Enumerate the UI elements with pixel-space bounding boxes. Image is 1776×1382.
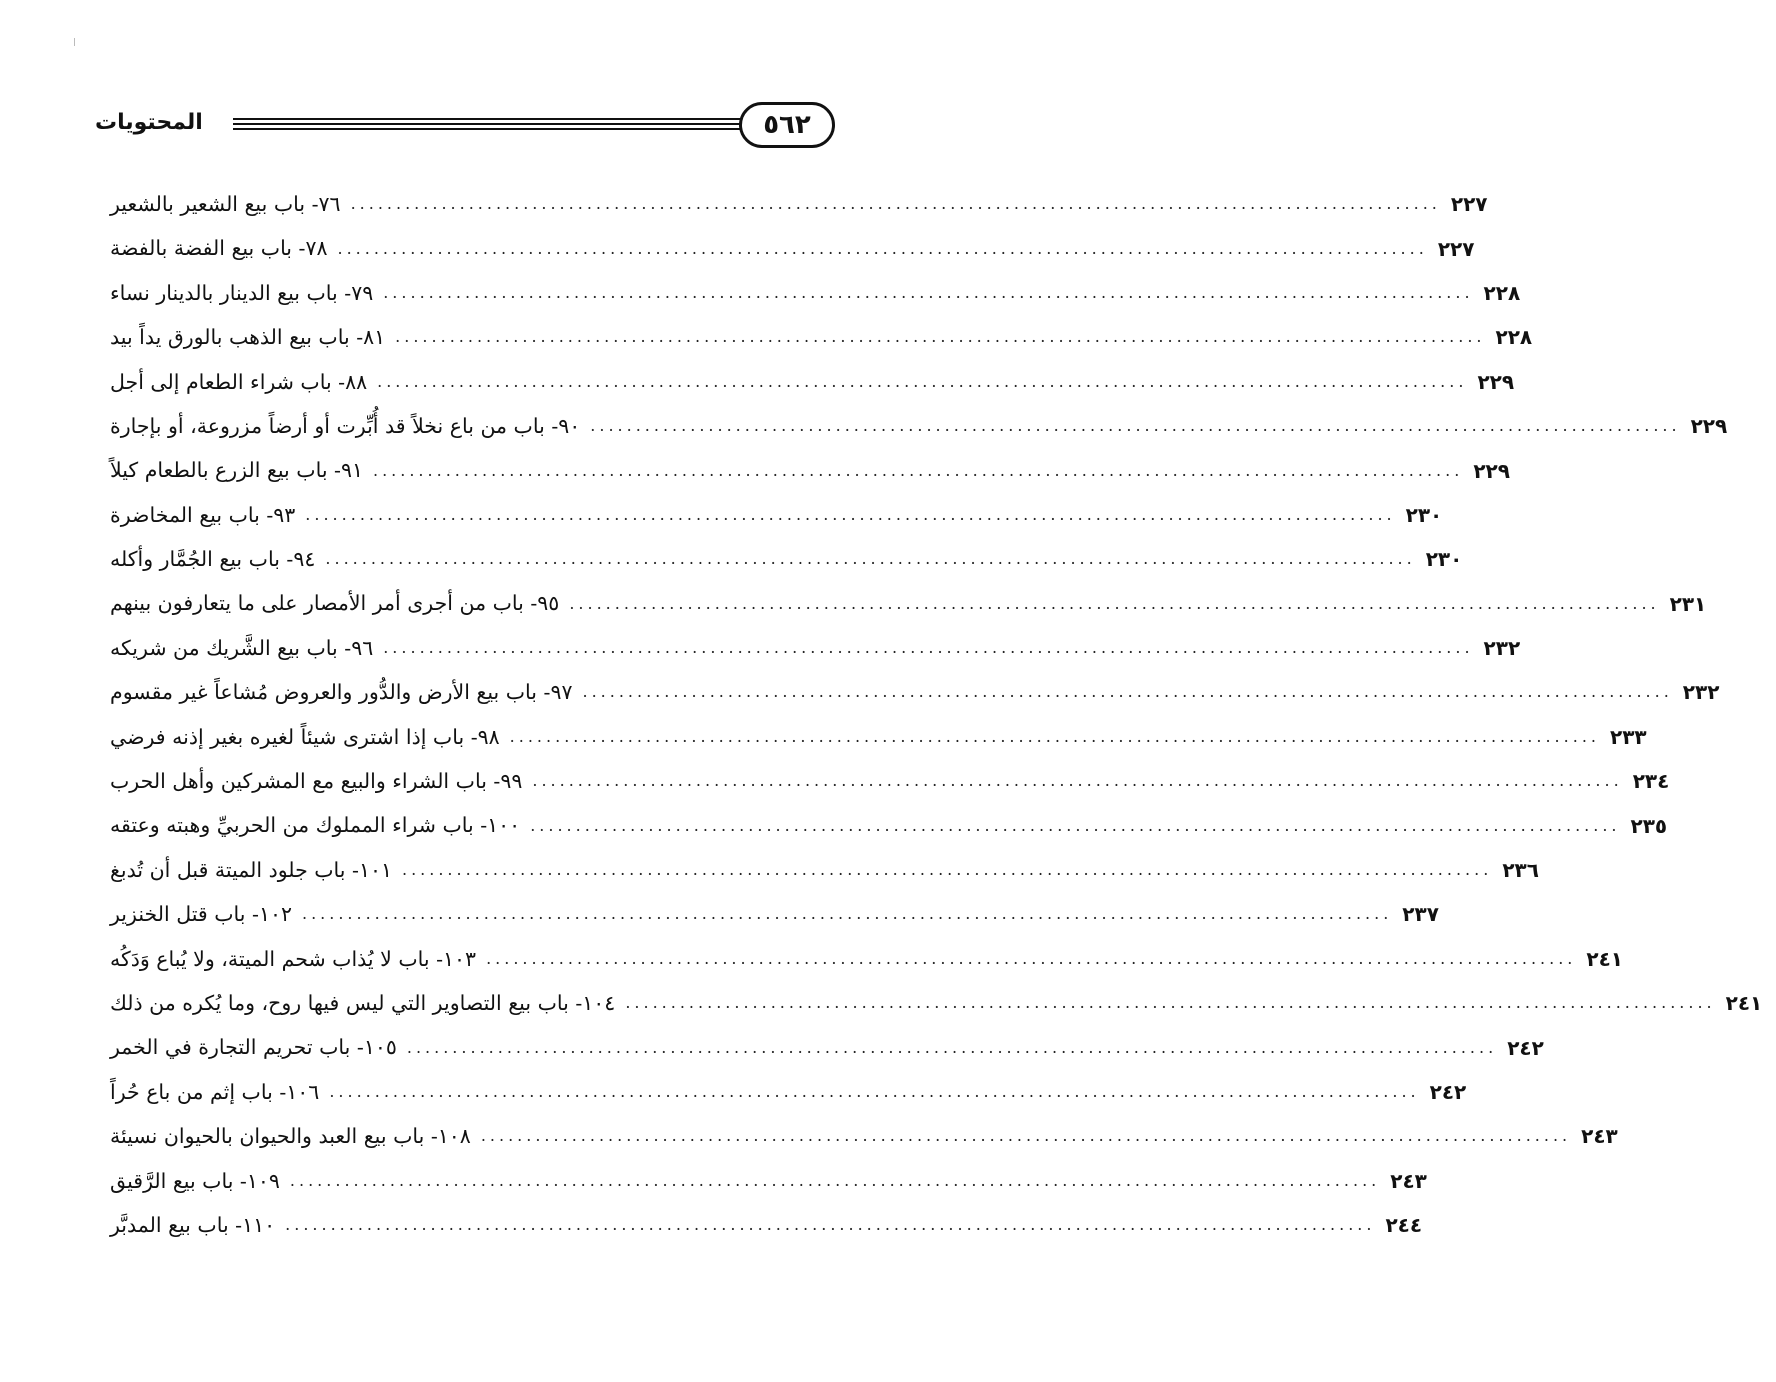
- toc-entry-page: ٢٣٧: [1402, 902, 1439, 927]
- dot-leader: ........................................................................................................................: [530, 815, 1621, 835]
- toc-entry-title: ٩٧- باب بيع الأرض والدُّور والعروض مُشاعاً غير مقسوم: [110, 680, 573, 705]
- toc-entry-title: ٩٦- باب بيع الشَّريك من شريكه: [110, 635, 374, 660]
- toc-entry-title: ٩٤- باب بيع الجُمَّار وأكله: [110, 547, 316, 572]
- toc-entry: [110, 1025, 1544, 1069]
- toc-entry: [110, 1203, 1423, 1247]
- toc-entry: [110, 715, 1647, 759]
- dot-leader: ........................................................................................................................: [532, 771, 1623, 791]
- toc-entry-title: ٧٦- باب بيع الشعير بالشعير: [110, 191, 341, 216]
- dot-leader: ........................................................................................................................: [329, 1082, 1420, 1101]
- toc-entry-page: ٢٢٩: [1473, 458, 1510, 483]
- toc-entry-page: ٢٣١: [1669, 591, 1707, 616]
- toc-entry: [110, 182, 1488, 226]
- dot-leader: ........................................................................................................................: [625, 993, 1716, 1013]
- toc-entry-page: ٢٢٧: [1450, 192, 1488, 217]
- toc-entry-page: ٢٣٢: [1682, 680, 1720, 705]
- toc-entry-page: ٢٤٣: [1390, 1168, 1427, 1193]
- toc-entry: [110, 626, 1521, 670]
- dot-leader: ........................................................................................................................: [509, 726, 1600, 746]
- toc-entry-title: ٩٩- باب الشراء والبيع مع المشركين وأهل الحرب: [110, 769, 523, 794]
- toc-entry-title: ١٠٨- باب بيع العبد والحيوان بالحيوان نسيئة: [110, 1124, 471, 1149]
- toc-entry-title: ٩٨- باب إذا اشترى شيئاً لغيره بغير إذنه فرضي: [110, 724, 500, 749]
- toc-entry: [110, 759, 1670, 803]
- dot-leader: ........................................................................................................................: [395, 327, 1486, 347]
- toc-entry-title: ٨٨- باب شراء الطعام إلى أجل: [110, 369, 368, 394]
- toc-entry-title: ١٠٥- باب تحريم التجارة في الخمر: [110, 1035, 397, 1060]
- toc-entry-title: ٧٨- باب بيع الفضة بالفضة: [110, 236, 328, 261]
- toc-entry: [110, 448, 1510, 492]
- header-rule: [233, 118, 741, 130]
- dot-leader: ........................................................................................................................: [289, 1170, 1381, 1190]
- running-title: المحتويات: [95, 110, 203, 135]
- dot-leader: ........................................................................................................................: [569, 593, 1660, 613]
- page-number: ٥٦٢: [739, 102, 835, 148]
- toc-entry: [110, 803, 1668, 847]
- dot-leader: ........................................................................................................................: [480, 1126, 1572, 1146]
- dot-leader: ........................................................................................................................: [325, 549, 1416, 569]
- toc-entry-page: ٢٣٦: [1502, 858, 1539, 883]
- toc-entry-page: ٢٤٤: [1385, 1213, 1423, 1238]
- toc-entry: [110, 1159, 1427, 1203]
- dot-leader: ........................................................................................................................: [301, 904, 1393, 924]
- toc-entry: [110, 582, 1707, 626]
- scan-mark: [74, 38, 75, 46]
- dot-leader: ........................................................................................................................: [285, 1215, 1376, 1235]
- dot-leader: ........................................................................................................................: [377, 371, 1468, 391]
- dot-leader: ........................................................................................................................: [383, 638, 1474, 658]
- toc-entry: [110, 1114, 1618, 1158]
- toc-entry-page: ٢٤٢: [1507, 1035, 1544, 1060]
- dot-leader: ........................................................................................................................: [373, 460, 1464, 480]
- toc-entry-page: ٢٣٤: [1632, 769, 1670, 794]
- toc-entry-title: ١١٠- باب بيع المدبَّر: [110, 1212, 276, 1237]
- dot-leader: ........................................................................................................................: [350, 194, 1441, 214]
- toc-entry-page: ٢٢٩: [1690, 414, 1728, 439]
- page-header: [95, 98, 835, 154]
- toc-entry-title: ١٠٠- باب شراء المملوك من الحربيِّ وهبته وعتقه: [110, 813, 521, 838]
- toc-entry-page: ٢٣٠: [1425, 547, 1463, 572]
- toc-entry-title: ٩٣- باب بيع المخاضرة: [110, 502, 296, 527]
- dot-leader: ........................................................................................................................: [406, 1037, 1498, 1057]
- toc-entry-title: ٧٩- باب بيع الدينار بالدينار نساء: [110, 280, 374, 305]
- toc-entry: [110, 315, 1533, 359]
- toc-entry-title: ١٠٣- باب لا يُذاب شحم الميتة، ولا يُباع وَدَكُه: [110, 946, 477, 971]
- toc-entry: [110, 271, 1521, 315]
- toc-entry-title: ١٠٩- باب بيع الرَّقيق: [110, 1168, 280, 1193]
- toc-entry-page: ٢٣٣: [1609, 724, 1647, 749]
- dot-leader: ........................................................................................................................: [582, 682, 1673, 702]
- toc-entry-page: ٢٤١: [1725, 991, 1763, 1016]
- toc-entry: [110, 226, 1475, 270]
- toc-entry: [110, 1070, 1467, 1114]
- toc-entry-page: ٢٤٣: [1581, 1124, 1618, 1149]
- dot-leader: ........................................................................................................................: [337, 238, 1428, 258]
- toc-entry: [110, 981, 1763, 1025]
- toc-entry-page: ٢٣٢: [1483, 636, 1521, 661]
- toc-entry-page: ٢٢٩: [1477, 369, 1515, 394]
- toc-entry: [110, 404, 1728, 448]
- toc-entry: [110, 360, 1515, 404]
- toc-entry-title: ١٠٢- باب قتل الخنزير: [110, 902, 292, 927]
- dot-leader: ........................................................................................................................: [402, 860, 1493, 880]
- toc-entry: [110, 937, 1624, 981]
- toc-entry-title: ٩٠- باب من باع نخلاً قد أُبِّرت أو أرضاً مزروعة، أو بإجارة: [110, 413, 581, 438]
- toc-entry-page: ٢٣٠: [1405, 502, 1443, 527]
- toc-entry: [110, 670, 1720, 714]
- toc-entry-title: ٨١- باب بيع الذهب بالورق يداً بيد: [110, 325, 386, 350]
- toc-entry-page: ٢٢٨: [1495, 325, 1533, 350]
- dot-leader: ........................................................................................................................: [590, 416, 1681, 436]
- toc-entry-title: ١٠٦- باب إثم من باع حُراً: [110, 1079, 320, 1104]
- toc-entry-title: ٩١- باب بيع الزرع بالطعام كيلاً: [110, 458, 363, 483]
- toc-entry: [110, 848, 1539, 892]
- toc-entry-page: ٢٣٥: [1630, 813, 1668, 838]
- dot-leader: ........................................................................................................................: [305, 504, 1396, 524]
- toc-entry-title: ٩٥- باب من أجرى أمر الأمصار على ما يتعارفون بينهم: [110, 591, 560, 616]
- toc-entry: [110, 493, 1443, 537]
- dot-leader: ........................................................................................................................: [486, 948, 1577, 968]
- toc-entry-page: ٢٤١: [1586, 946, 1624, 971]
- toc-entry-title: ١٠٤- باب بيع التصاوير التي ليس فيها روح، وما يُكره من ذلك: [110, 990, 616, 1015]
- table-of-contents: [110, 182, 1763, 1247]
- toc-entry-page: ٢٢٧: [1437, 236, 1475, 261]
- dot-leader: ........................................................................................................................: [383, 282, 1474, 302]
- toc-entry-page: ٢٢٨: [1483, 280, 1521, 305]
- toc-entry: [110, 892, 1439, 936]
- toc-entry-page: ٢٤٢: [1429, 1080, 1467, 1104]
- toc-entry-title: ١٠١- باب جلود الميتة قبل أن تُدبغ: [110, 857, 392, 882]
- toc-entry: [110, 537, 1463, 581]
